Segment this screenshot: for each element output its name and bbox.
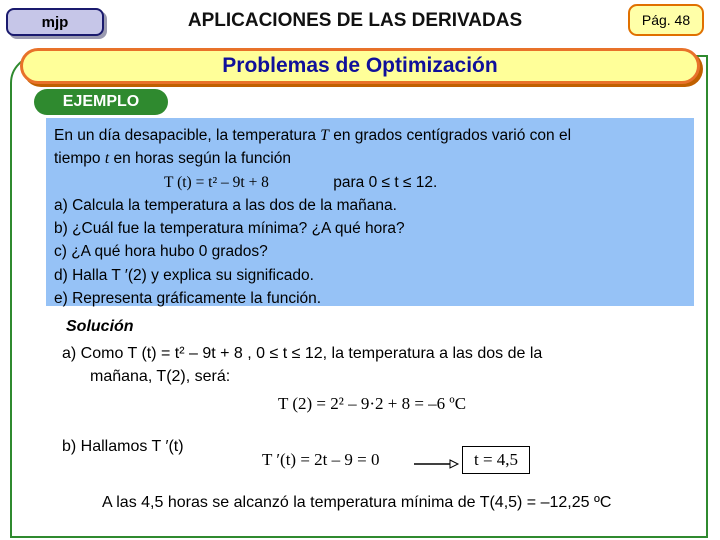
implies-arrow-icon xyxy=(412,458,460,470)
solution-b-equation: T ′(t) = 2t – 9 = 0 xyxy=(262,450,380,469)
function-formula: T (t) = t² – 9t + 8 xyxy=(164,173,269,191)
author-tag: mjp xyxy=(6,8,104,36)
solution-a-line1: a) Como T (t) = t² – 9t + 8 , 0 ≤ t ≤ 12, la temperatura a las dos de la xyxy=(62,345,543,362)
question-b: b) ¿Cuál fue la temperatura mínima? ¿A qué hora? xyxy=(54,220,405,238)
example-label: EJEMPLO xyxy=(34,89,168,115)
function-line xyxy=(54,171,686,194)
problem-intro-2 xyxy=(54,147,686,170)
solution-a-equation: T (2) = 2² – 9·2 + 8 = –6 ºC xyxy=(278,394,467,413)
function-domain: para 0 ≤ t ≤ 12. xyxy=(333,173,438,191)
intro-text-4: en horas según la función xyxy=(113,150,291,168)
question-e: e) Representa gráficamente la función. xyxy=(54,290,322,308)
question-c: c) ¿A qué hora hubo 0 grados? xyxy=(54,243,268,261)
solution-label: Solución xyxy=(66,318,134,335)
question-d: d) Halla T ′(2) y explica su significado. xyxy=(54,266,314,284)
solution-b-result: t = 4,5 xyxy=(462,446,530,474)
page-number: Pág. 48 xyxy=(628,4,704,36)
intro-text-1: En un día desapacible, la temperatura xyxy=(54,127,316,144)
intro-text-3: tiempo xyxy=(54,150,101,168)
intro-text-2: en grados centígrados varió con el xyxy=(333,127,572,144)
conclusion: A las 4,5 horas se alcanzó la temperatura mínima de T(4,5) = –12,25 ºC xyxy=(102,494,612,511)
var-T: T xyxy=(320,127,329,144)
solution-a xyxy=(62,342,712,388)
solution-b-label: b) Hallamos T ′(t) xyxy=(62,438,184,455)
page-title: APLICACIONES DE LAS DERIVADAS xyxy=(187,10,523,31)
var-t: t xyxy=(104,150,110,168)
question-a: a) Calcula la temperatura a las dos de la mañana. xyxy=(54,196,397,214)
section-banner: Problemas de Optimización xyxy=(20,48,700,84)
problem-intro xyxy=(54,124,686,147)
problem-statement xyxy=(46,118,694,306)
solution-a-line2: mañana, T(2), será: xyxy=(90,368,231,385)
